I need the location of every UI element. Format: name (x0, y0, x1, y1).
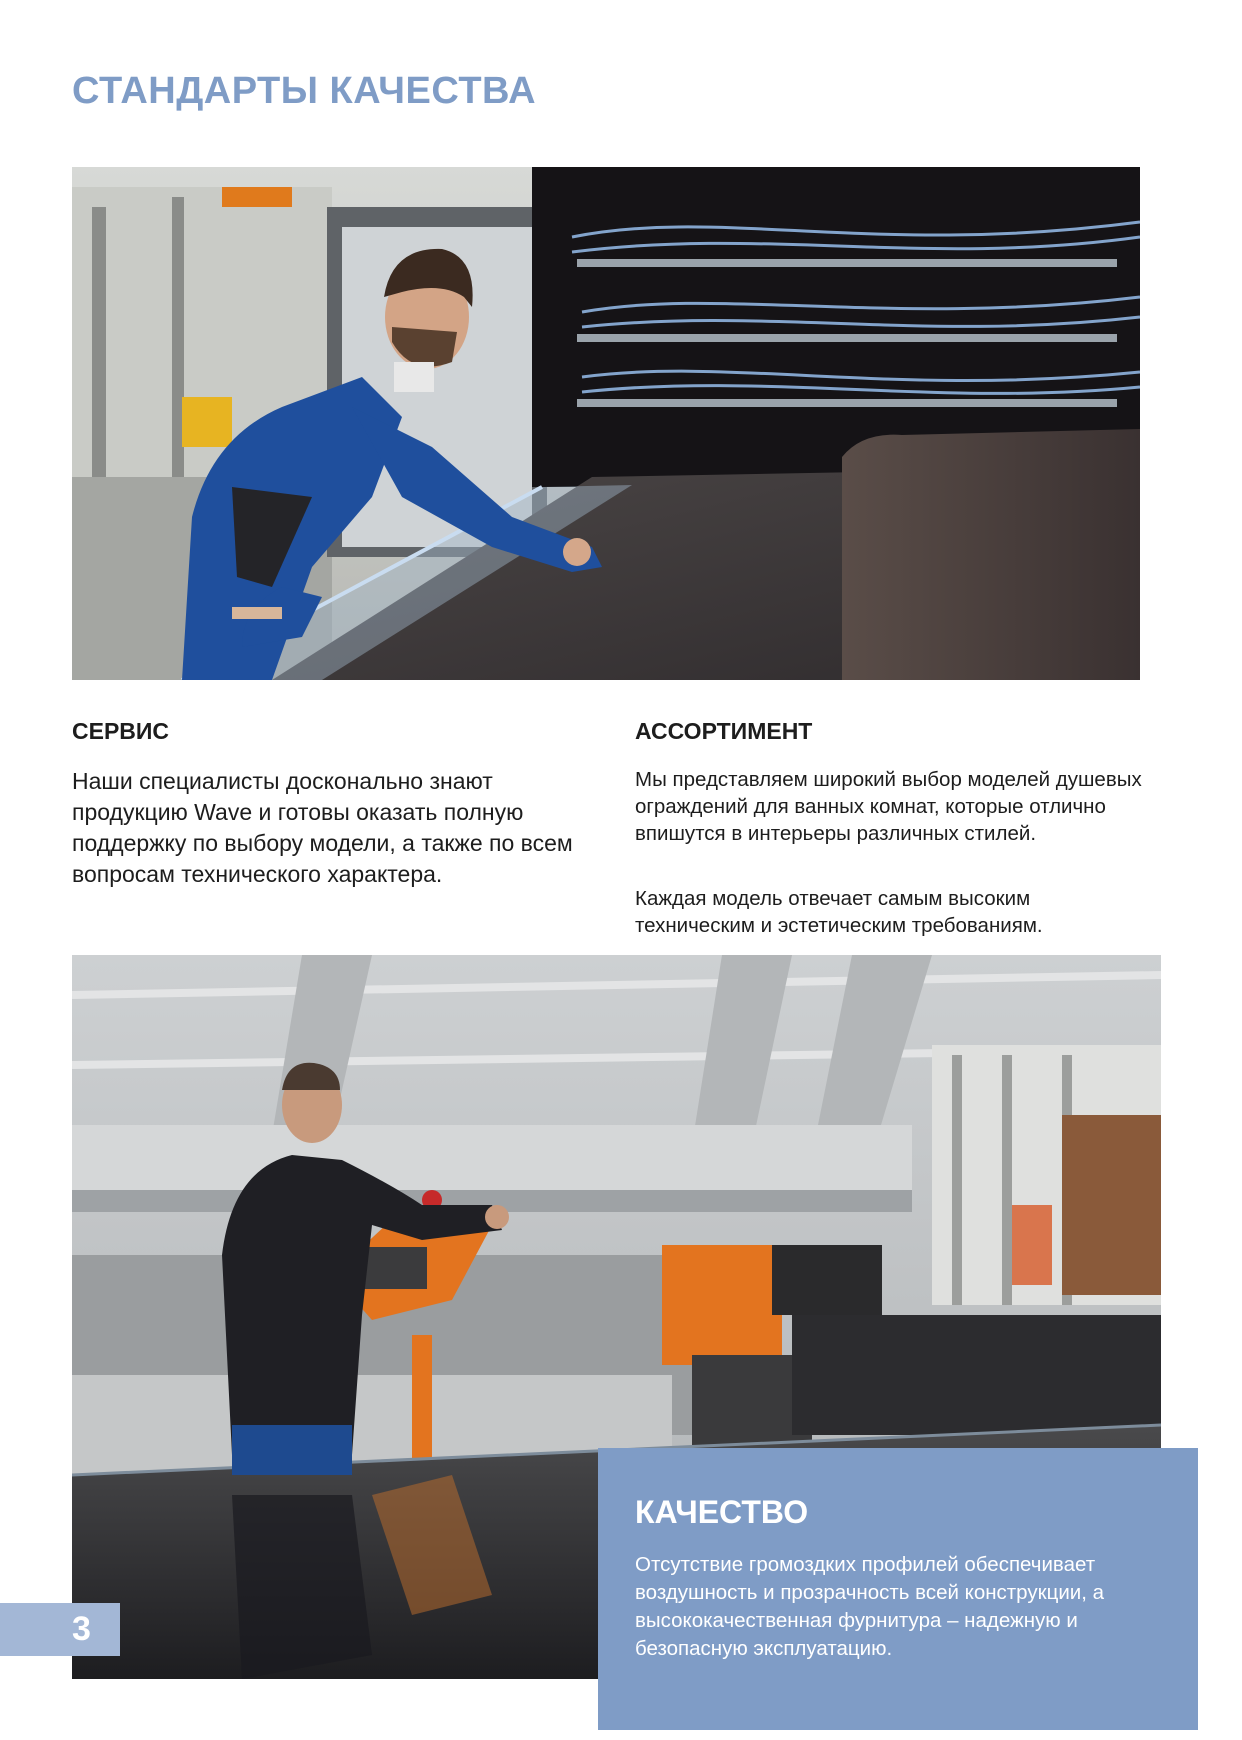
assortment-text: Мы представляем широкий выбор моделей душевых ограждений для ванных комнат, которые отлично впишутся в интерьеры различных стилей. (635, 768, 1142, 845)
assortment-heading: АССОРТИМЕНТ (635, 718, 813, 744)
factory-photo-glass-inspection (72, 167, 1140, 680)
page-number: 3 (0, 1603, 120, 1656)
quality-box (598, 1448, 1198, 1730)
assortment-text: Каждая модель отвечает самым высоким техническим и эстетическим требованиям. (635, 887, 1043, 937)
quality-heading: КАЧЕСТВО (635, 1494, 809, 1530)
service-text: Наши специалисты досконально знают продукцию Wave и готовы оказать полную поддержку по выбору модели, а также по всем вопросам технического характера. (72, 768, 573, 887)
page-title: СТАНДАРТЫ КАЧЕСТВА (72, 70, 537, 112)
quality-text: Отсутствие громоздких профилей обеспечивает воздушность и прозрачность всей конструкции, а высококачественная фурнитура – надежную и безопасную эксплуатацию. (635, 1553, 1105, 1660)
service-heading: СЕРВИС (72, 718, 170, 744)
